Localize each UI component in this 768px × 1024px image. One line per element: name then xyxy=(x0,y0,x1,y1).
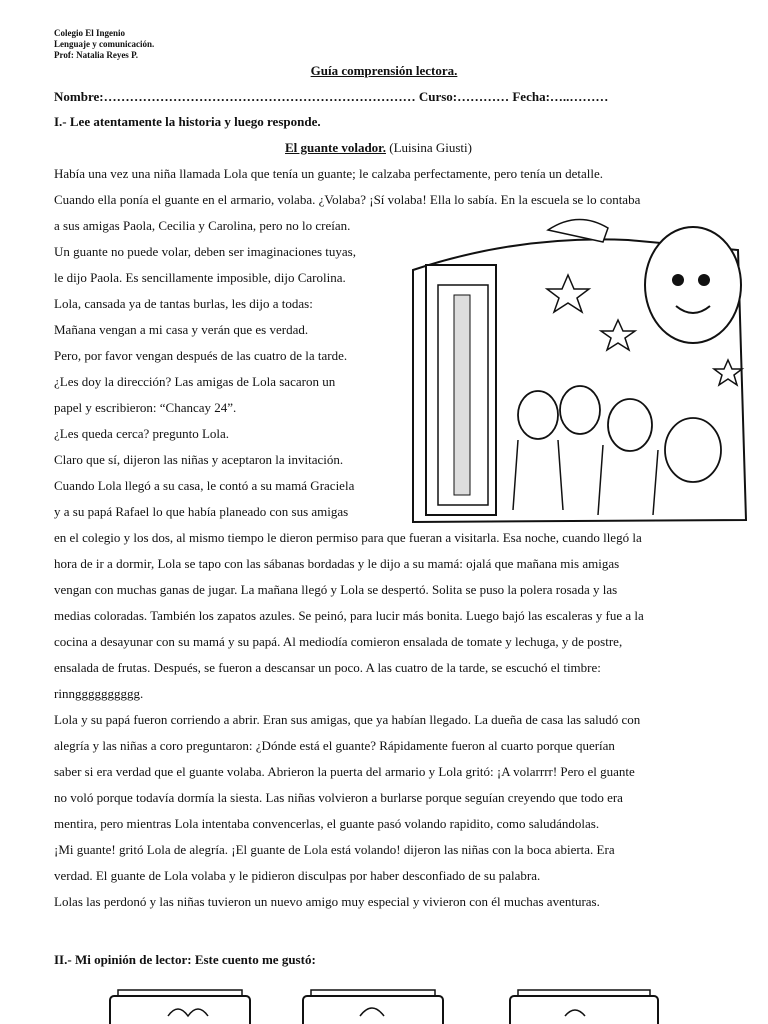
story-line: en el colegio y los dos, al mismo tiempo le dieron permiso para que fueran a visitarla. Esa noche, cuando llegó la xyxy=(54,530,642,545)
story-line: Pero, por favor vengan después de las cuatro de la tarde. xyxy=(54,348,348,363)
story-line: medias coloradas. También los zapatos azules. Se peinó, para lucir más bonita. Luego bajó las escaleras y fue a la xyxy=(54,608,644,623)
story-line: a sus amigas Paola, Cecilia y Carolina, pero no lo creían. xyxy=(54,218,351,233)
story-line: Había una vez una niña llamada Lola que tenía un guante; le calzaba perfectamente, pero tenía un detalle. xyxy=(54,166,603,181)
school-name: Colegio El Ingenio xyxy=(54,28,126,38)
rating-book-1-icon[interactable] xyxy=(110,990,250,1024)
section-1-heading: I.- Lee atentamente la historia y luego responde. xyxy=(54,114,321,129)
story-illustration xyxy=(408,210,753,530)
story-line: ¿Les queda cerca? pregunto Lola. xyxy=(54,426,230,441)
story-line: cocina a desayunar con su mamá y su papá. Al mediodía comieron ensalada de tomate y lechuga, y de postre, xyxy=(54,634,623,649)
rating-books xyxy=(0,986,768,1024)
student-info-line: Nombre:……………………………………………………………… Curso:………… Fecha:…..……… xyxy=(54,89,609,104)
story-line: alegría y las niñas a coro preguntaron: ¿Dónde está el guante? Rápidamente fueron al cuarto porque querían xyxy=(54,738,615,753)
story-line: Claro que sí, dijeron las niñas y aceptaron la invitación. xyxy=(54,452,344,467)
story-title: El guante volador. xyxy=(285,140,387,155)
story-line: Mañana vengan a mi casa y verán que es verdad. xyxy=(54,322,309,337)
rating-book-2-icon[interactable] xyxy=(303,990,443,1024)
story-line: Cuando ella ponía el guante en el armario, volaba. ¿Volaba? ¡Sí volaba! Ella lo sabía. En la escuela se lo contaba xyxy=(54,192,641,207)
worksheet-title: Guía comprensión lectora. xyxy=(310,63,458,78)
story-line: ¡Mi guante! gritó Lola de alegría. ¡El guante de Lola está volando! dijeron las niñas con la boca abierta. Era xyxy=(54,842,615,857)
story-line: Lola, cansada ya de tantas burlas, les dijo a todas: xyxy=(54,296,313,311)
story-line: vengan con muchas ganas de jugar. La mañana llegó y Lola se despertó. Solita se puso la polera rosada y las xyxy=(54,582,618,597)
teacher-name: Prof: Natalia Reyes P. xyxy=(54,50,138,60)
story-line: rinngggggggggg. xyxy=(54,686,144,701)
subject-name: Lenguaje y comunicación. xyxy=(54,39,155,49)
story-line: hora de ir a dormir, Lola se tapo con las sábanas bordadas y le dijo a su mamá: ojalá que mañana mis amigas xyxy=(54,556,620,571)
story-line: saber si era verdad que el guante volaba. Abrieron la puerta del armario y Lola gritó: ¡A volarrrr! Pero el guante xyxy=(54,764,635,779)
story-line: papel y escribieron: “Chancay 24”. xyxy=(54,400,237,415)
story-title-line xyxy=(285,140,472,156)
story-line: Cuando Lola llegó a su casa, le contó a su mamá Graciela xyxy=(54,478,355,493)
section-2-heading: II.- Mi opinión de lector: Este cuento me gustó: xyxy=(54,952,316,967)
story-line: le dijo Paola. Es sencillamente imposible, dijo Carolina. xyxy=(54,270,346,285)
story-author: (Luisina Giusti) xyxy=(389,140,472,155)
story-line: no voló porque todavía dormía la siesta. Las niñas volvieron a burlarse porque seguían creyendo que todo era xyxy=(54,790,623,805)
story-line: Un guante no puede volar, deben ser imaginaciones tuyas, xyxy=(54,244,356,259)
rating-book-3-icon[interactable] xyxy=(510,990,658,1024)
story-line: Lola y su papá fueron corriendo a abrir. Eran sus amigas, que ya habían llegado. La dueña de casa las saludó con xyxy=(54,712,641,727)
story-line: verdad. El guante de Lola volaba y le pidieron disculpas por haber desconfiado de su palabra. xyxy=(54,868,541,883)
story-line: Lolas las perdonó y las niñas tuvieron un nuevo amigo muy especial y vivieron con él muchas aventuras. xyxy=(54,894,600,909)
story-line: y a su papá Rafael lo que había planeado con sus amigas xyxy=(54,504,349,519)
story-line: ¿Les doy la dirección? Las amigas de Lola sacaron un xyxy=(54,374,336,389)
story-line: mentira, pero mientras Lola intentaba convencerlas, el guante pasó volando rapidito, como saludándolas. xyxy=(54,816,600,831)
story-line: ensalada de frutas. Después, se fueron a descansar un poco. A las cuatro de la tarde, se escuchó el timbre: xyxy=(54,660,601,675)
